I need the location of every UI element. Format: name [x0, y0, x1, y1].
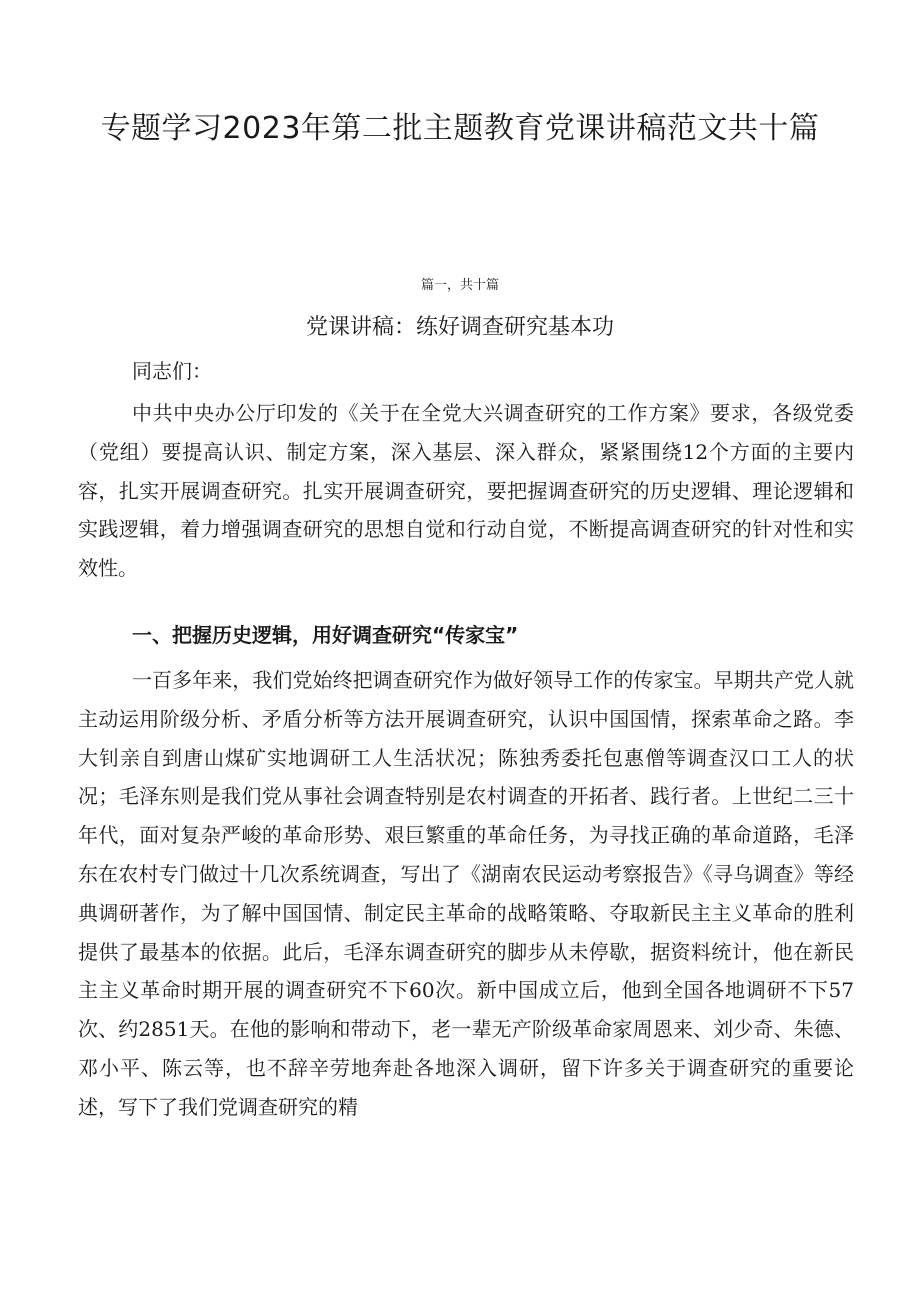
speech-title: 党课讲稿：练好调查研究基本功: [305, 315, 614, 340]
paragraph-intro: 中共中央办公厅印发的《关于在全党大兴调查研究的工作方案》要求，各级党委（党组）要提高认识、制定方案，深入基层、深入群众，紧紧围绕12个方面的主要内容，扎实开展调查研究。扎实开展调查研究，要把握调查研究的历史逻辑、理论逻辑和实践逻辑，着力增强调查研究的思想自觉和行动自觉，不断提高调查研究的针对性和实效性。: [78, 401, 854, 581]
paragraph-history: 一百多年来，我们党始终把调查研究作为做好领导工作的传家宝。早期共产党人就主动运用阶级分析、矛盾分析等方法开展调查研究，认识中国国情，探索革命之路。李大钊亲自到唐山煤矿实地调研工人生活状况；陈独秀委托包惠僧等调查汉口工人的状况；毛泽东则是我们党从事社会调查特别是农村调查的开拓者、践行者。上世纪二三十年代，面对复杂严峻的革命形势、艰巨繁重的革命任务，为寻找正确的革命道路，毛泽东在农村专门做过十几次系统调查，写出了《湖南农民运动考察报告》《寻乌调查》等经典调研著作，为了解中国国情、制定民主革命的战略策略、夺取新民主主义革命的胜利提供了最基本的依据。此后，毛泽东调查研究的脚步从未停歇，据资料统计，他在新民主主义革命时期开展的调查研究不下60次。新中国成立后，他到全国各地调研不下57次、约2851天。在他的影响和带动下，老一辈无产阶级革命家周恩来、刘少奇、朱德、邓小平、陈云等，也不辞辛劳地奔赴各地深入调研，留下许多关于调查研究的重要论述，写下了我们党调查研究的精: [78, 668, 854, 1119]
salutation: 同志们：: [132, 359, 212, 383]
document-title: 专题学习2023年第二批主题教育党课讲稿范文共十篇: [100, 111, 820, 146]
section-label: 篇一，共十篇: [420, 278, 499, 293]
section-heading: 一、把握历史逻辑，用好调查研究“传家宝”: [132, 623, 519, 647]
